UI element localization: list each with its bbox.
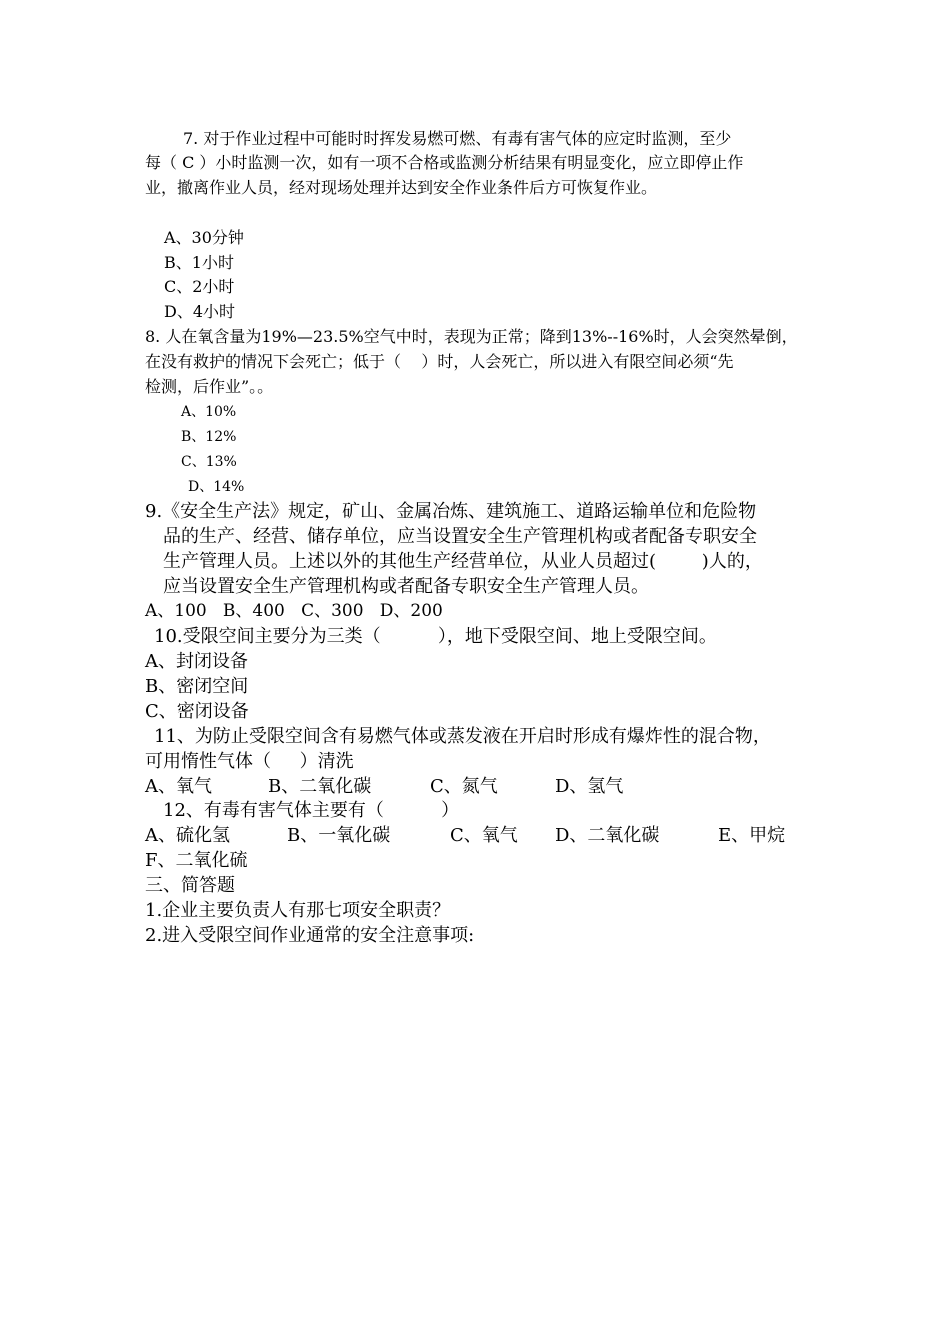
- q10-text: 10.受限空间主要分为三类（ ），地下受限空间、地上受限空间。: [154, 626, 717, 647]
- q10-option-a: A、封闭设备: [145, 651, 248, 672]
- q11-option-a: A、氧气: [145, 776, 212, 797]
- q12-option-c: C、氧气: [450, 825, 518, 846]
- q12-option-e: E、甲烷: [718, 825, 786, 846]
- q8-option-d: D、14%: [188, 479, 245, 495]
- section-heading: 三、简答题: [145, 875, 235, 896]
- q7-text-line-3: 业，撤离作业人员，经对现场处理并达到安全作业条件后方可恢复作业。: [145, 178, 658, 197]
- q8-text-line-1: 8. 人在氧含量为19%—23.5%空气中时，表现为正常；降到13%--16%时，人会突然晕倒，: [145, 327, 798, 346]
- q8-option-a: A、10%: [181, 404, 237, 420]
- q12-option-a: A、硫化氢: [145, 825, 230, 846]
- q8-text-line-3: 检测，后作业”。。: [145, 377, 274, 396]
- q10-option-b: B、密闭空间: [145, 676, 249, 697]
- short-answer-question-2: 2.进入受限空间作业通常的安全注意事项:: [145, 925, 475, 946]
- q11-text-line-2: 可用惰性气体（ ）清洗: [145, 751, 354, 772]
- q7-option-c: C、2小时: [164, 277, 235, 296]
- q12-option-d: D、二氧化碳: [555, 825, 660, 846]
- q11-text-line-1: 11、为防止受限空间含有易燃气体或蒸发液在开启时形成有爆炸性的混合物，: [154, 726, 771, 747]
- q9-text-line-4: 应当设置安全生产管理机构或者配备专职安全生产管理人员。: [163, 576, 649, 597]
- q7-option-b: B、1小时: [164, 253, 234, 272]
- q12-option-f: F、二氧化硫: [145, 850, 248, 871]
- q11-option-b: B、二氧化碳: [268, 776, 372, 797]
- q11-option-c: C、氮气: [430, 776, 498, 797]
- q7-text-line-1: 7. 对于作业过程中可能时时挥发易燃可燃、有毒有害气体的应定时监测，至少: [183, 129, 732, 148]
- q8-option-b: B、12%: [181, 429, 237, 445]
- q8-option-c: C、13%: [181, 454, 237, 470]
- q9-text-line-2: 品的生产、经营、储存单位，应当设置安全生产管理机构或者配备专职安全: [163, 526, 757, 547]
- q12-option-b: B、一氧化碳: [287, 825, 391, 846]
- q9-text-line-1: 9.《安全生产法》规定，矿山、金属冶炼、建筑施工、道路运输单位和危险物: [145, 501, 757, 522]
- q7-option-a: A、30分钟: [164, 228, 244, 247]
- q8-text-line-2: 在没有救护的情况下会死亡；低于（ ）时，人会死亡，所以进入有限空间必须“先: [145, 352, 734, 371]
- q9-text-line-3: 生产管理人员。上述以外的其他生产经营单位，从业人员超过( )人的，: [163, 551, 763, 572]
- q7-text-line-2: 每（ C ）小时监测一次，如有一项不合格或监测分析结果有明显变化，应立即停止作: [145, 153, 744, 172]
- q11-option-d: D、氢气: [555, 776, 624, 797]
- q10-option-c: C、密闭设备: [145, 701, 249, 722]
- q12-text: 12、有毒有害气体主要有（ ）: [163, 800, 460, 821]
- short-answer-question-1: 1.企业主要负责人有那七项安全职责？: [145, 900, 451, 921]
- q7-option-d: D、4小时: [164, 302, 236, 321]
- q9-options: A、100 B、400 C、300 D、200: [145, 601, 443, 621]
